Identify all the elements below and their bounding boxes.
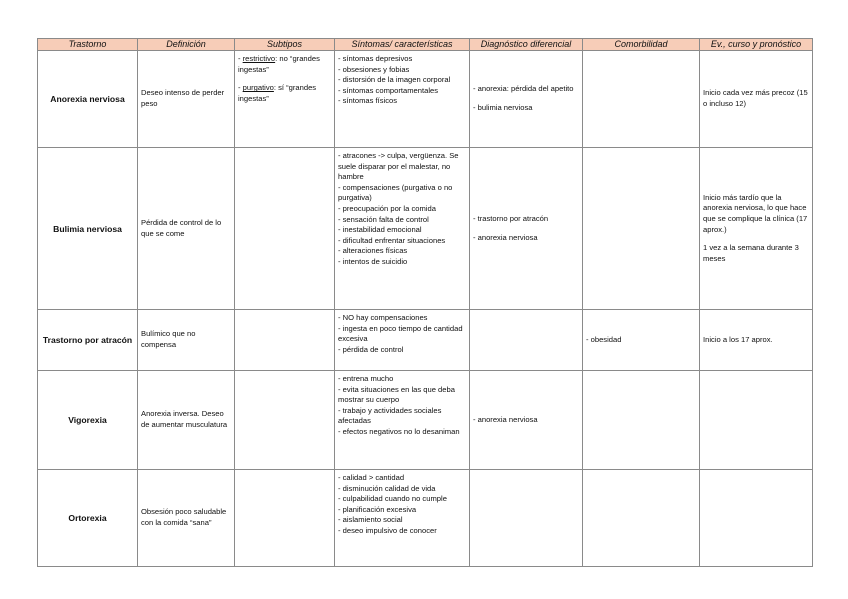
cell-subtipos	[235, 51, 335, 148]
subtype-item: - purgativo: sí “grandes ingestas”	[238, 83, 317, 103]
cell-diagnostico	[470, 371, 583, 470]
cell-evolucion	[700, 371, 813, 470]
table-row	[38, 310, 813, 371]
cell-trastorno: Bulimia nerviosa	[38, 148, 138, 310]
symptom-item: - distorsión de la imagen corporal	[338, 75, 451, 85]
cell-subtipos	[235, 148, 335, 310]
symptom-item: - deseo impulsivo de conocer	[338, 525, 437, 535]
symptom-item: - efectos negativos no lo desaniman	[338, 426, 460, 436]
symptom-item: - calidad > cantidad	[338, 473, 405, 482]
cell-definicion: Pérdida de control de lo que se come	[138, 148, 235, 310]
diagnosis-item: - trastorno por atracón	[473, 213, 549, 223]
cell-sintomas	[335, 51, 470, 148]
table-row	[38, 148, 813, 310]
cell-diagnostico	[470, 310, 583, 371]
subtype-text: : sí “grandes ingestas”	[238, 83, 317, 103]
cell-definicion: Bulímico que no compensa	[138, 310, 235, 371]
cell-trastorno: Trastorno por atracón	[38, 310, 138, 371]
cell-evolucion	[700, 310, 813, 371]
subtype-name: restrictivo	[242, 54, 276, 63]
symptom-item: - dificultad enfrentar situaciones	[338, 235, 446, 245]
symptom-item: - inestabilidad emocional	[338, 225, 422, 235]
cell-comorbilidad	[583, 148, 700, 310]
diagnosis-item: - anorexia nerviosa	[473, 232, 538, 242]
symptom-item: - culpabilidad cuando no cumple	[338, 494, 447, 504]
symptom-item: - pérdida de control	[338, 344, 404, 354]
table-row	[38, 371, 813, 470]
symptom-item: - síntomas depresivos	[338, 54, 413, 63]
symptom-item: - entrena mucho	[338, 374, 394, 383]
subtype-gap	[238, 75, 331, 83]
symptom-item: - alteraciones físicas	[338, 246, 408, 256]
header-row	[38, 39, 813, 51]
header-definicion: Definición	[138, 39, 235, 51]
evolution-item: Inicio cada vez más precoz (15 o incluso 12)	[703, 88, 808, 108]
cell-sintomas	[335, 470, 470, 567]
cell-trastorno: Anorexia nerviosa	[38, 51, 138, 148]
cell-evolucion	[700, 148, 813, 310]
symptom-item: - obsesiones y fobias	[338, 64, 410, 74]
diagnosis-item: - bulimia nerviosa	[473, 103, 533, 112]
cell-trastorno: Vigorexia	[38, 371, 138, 470]
diagnosis-gap	[473, 95, 579, 103]
cell-trastorno: Ortorexia	[38, 470, 138, 567]
subtype-name: purgativo	[242, 83, 274, 93]
cell-comorbilidad	[583, 371, 700, 470]
diagnosis-item: - anorexia: pérdida del apetito	[473, 84, 574, 94]
subtype-item: - restrictivo: no “grandes ingestas”	[238, 54, 320, 74]
cell-comorbilidad	[583, 51, 700, 148]
symptom-item: - aislamiento social	[338, 515, 403, 525]
symptom-item: - síntomas físicos	[338, 96, 398, 106]
cell-sintomas	[335, 310, 470, 371]
cell-sintomas	[335, 371, 470, 470]
symptom-item: - compensaciones (purgativa o no purgativa)	[338, 182, 453, 203]
header-trastorno: Trastorno	[38, 39, 138, 51]
symptom-item: - intentos de suicidio	[338, 256, 408, 266]
symptom-item: - trabajo y actividades sociales afectadas	[338, 405, 442, 426]
disorders-table	[37, 38, 813, 567]
symptom-item: - atracones -> culpa, vergüenza. Se suele disparar por el malestar, no hambre	[338, 151, 459, 182]
cell-diagnostico	[470, 148, 583, 310]
header-diagnostico: Diagnóstico diferencial	[470, 39, 583, 51]
evolution-item: 1 vez a la semana durante 3 meses	[703, 243, 799, 263]
symptom-item: - sensación falta de control	[338, 214, 429, 224]
header-sintomas: Síntomas/ características	[335, 39, 470, 51]
symptom-item: - disminución calidad de vida	[338, 483, 436, 493]
cell-sintomas	[335, 148, 470, 310]
table-row	[38, 51, 813, 148]
evolution-gap	[703, 235, 809, 243]
symptom-item: - planificación excesiva	[338, 504, 417, 514]
table-row	[38, 470, 813, 567]
cell-comorbilidad: - obesidad	[583, 310, 700, 371]
subtype-text: : no “grandes ingestas”	[238, 54, 320, 74]
cell-definicion: Anorexia inversa. Deseo de aumentar musculatura	[138, 371, 235, 470]
cell-evolucion	[700, 51, 813, 148]
diagnosis-item: - anorexia nerviosa	[473, 414, 538, 424]
cell-definicion: Deseo intenso de perder peso	[138, 51, 235, 148]
symptom-item: - preocupación por la comida	[338, 203, 436, 213]
diagnosis-gap	[473, 225, 579, 233]
evolution-item: Inicio más tardío que la anorexia nerviosa, lo que hace que se complique la clínica (17 aprox.)	[703, 192, 808, 234]
symptom-item: - evita situaciones en las que deba mostrar su cuerpo	[338, 384, 455, 405]
cell-subtipos	[235, 310, 335, 371]
symptom-item: - NO hay compensaciones	[338, 313, 428, 322]
cell-definicion: Obsesión poco saludable con la comida “sana”	[138, 470, 235, 567]
evolution-item: Inicio a los 17 aprox.	[703, 334, 773, 344]
symptom-item: - síntomas comportamentales	[338, 85, 439, 95]
cell-evolucion	[700, 470, 813, 567]
cell-subtipos	[235, 470, 335, 567]
header-subtipos: Subtipos	[235, 39, 335, 51]
cell-subtipos	[235, 371, 335, 470]
cell-diagnostico	[470, 51, 583, 148]
symptom-item: - ingesta en poco tiempo de cantidad excesiva	[338, 323, 463, 344]
header-comorbilidad: Comorbilidad	[583, 39, 700, 51]
cell-diagnostico	[470, 470, 583, 567]
header-evolucion: Ev., curso y pronóstico	[700, 39, 813, 51]
cell-comorbilidad	[583, 470, 700, 567]
